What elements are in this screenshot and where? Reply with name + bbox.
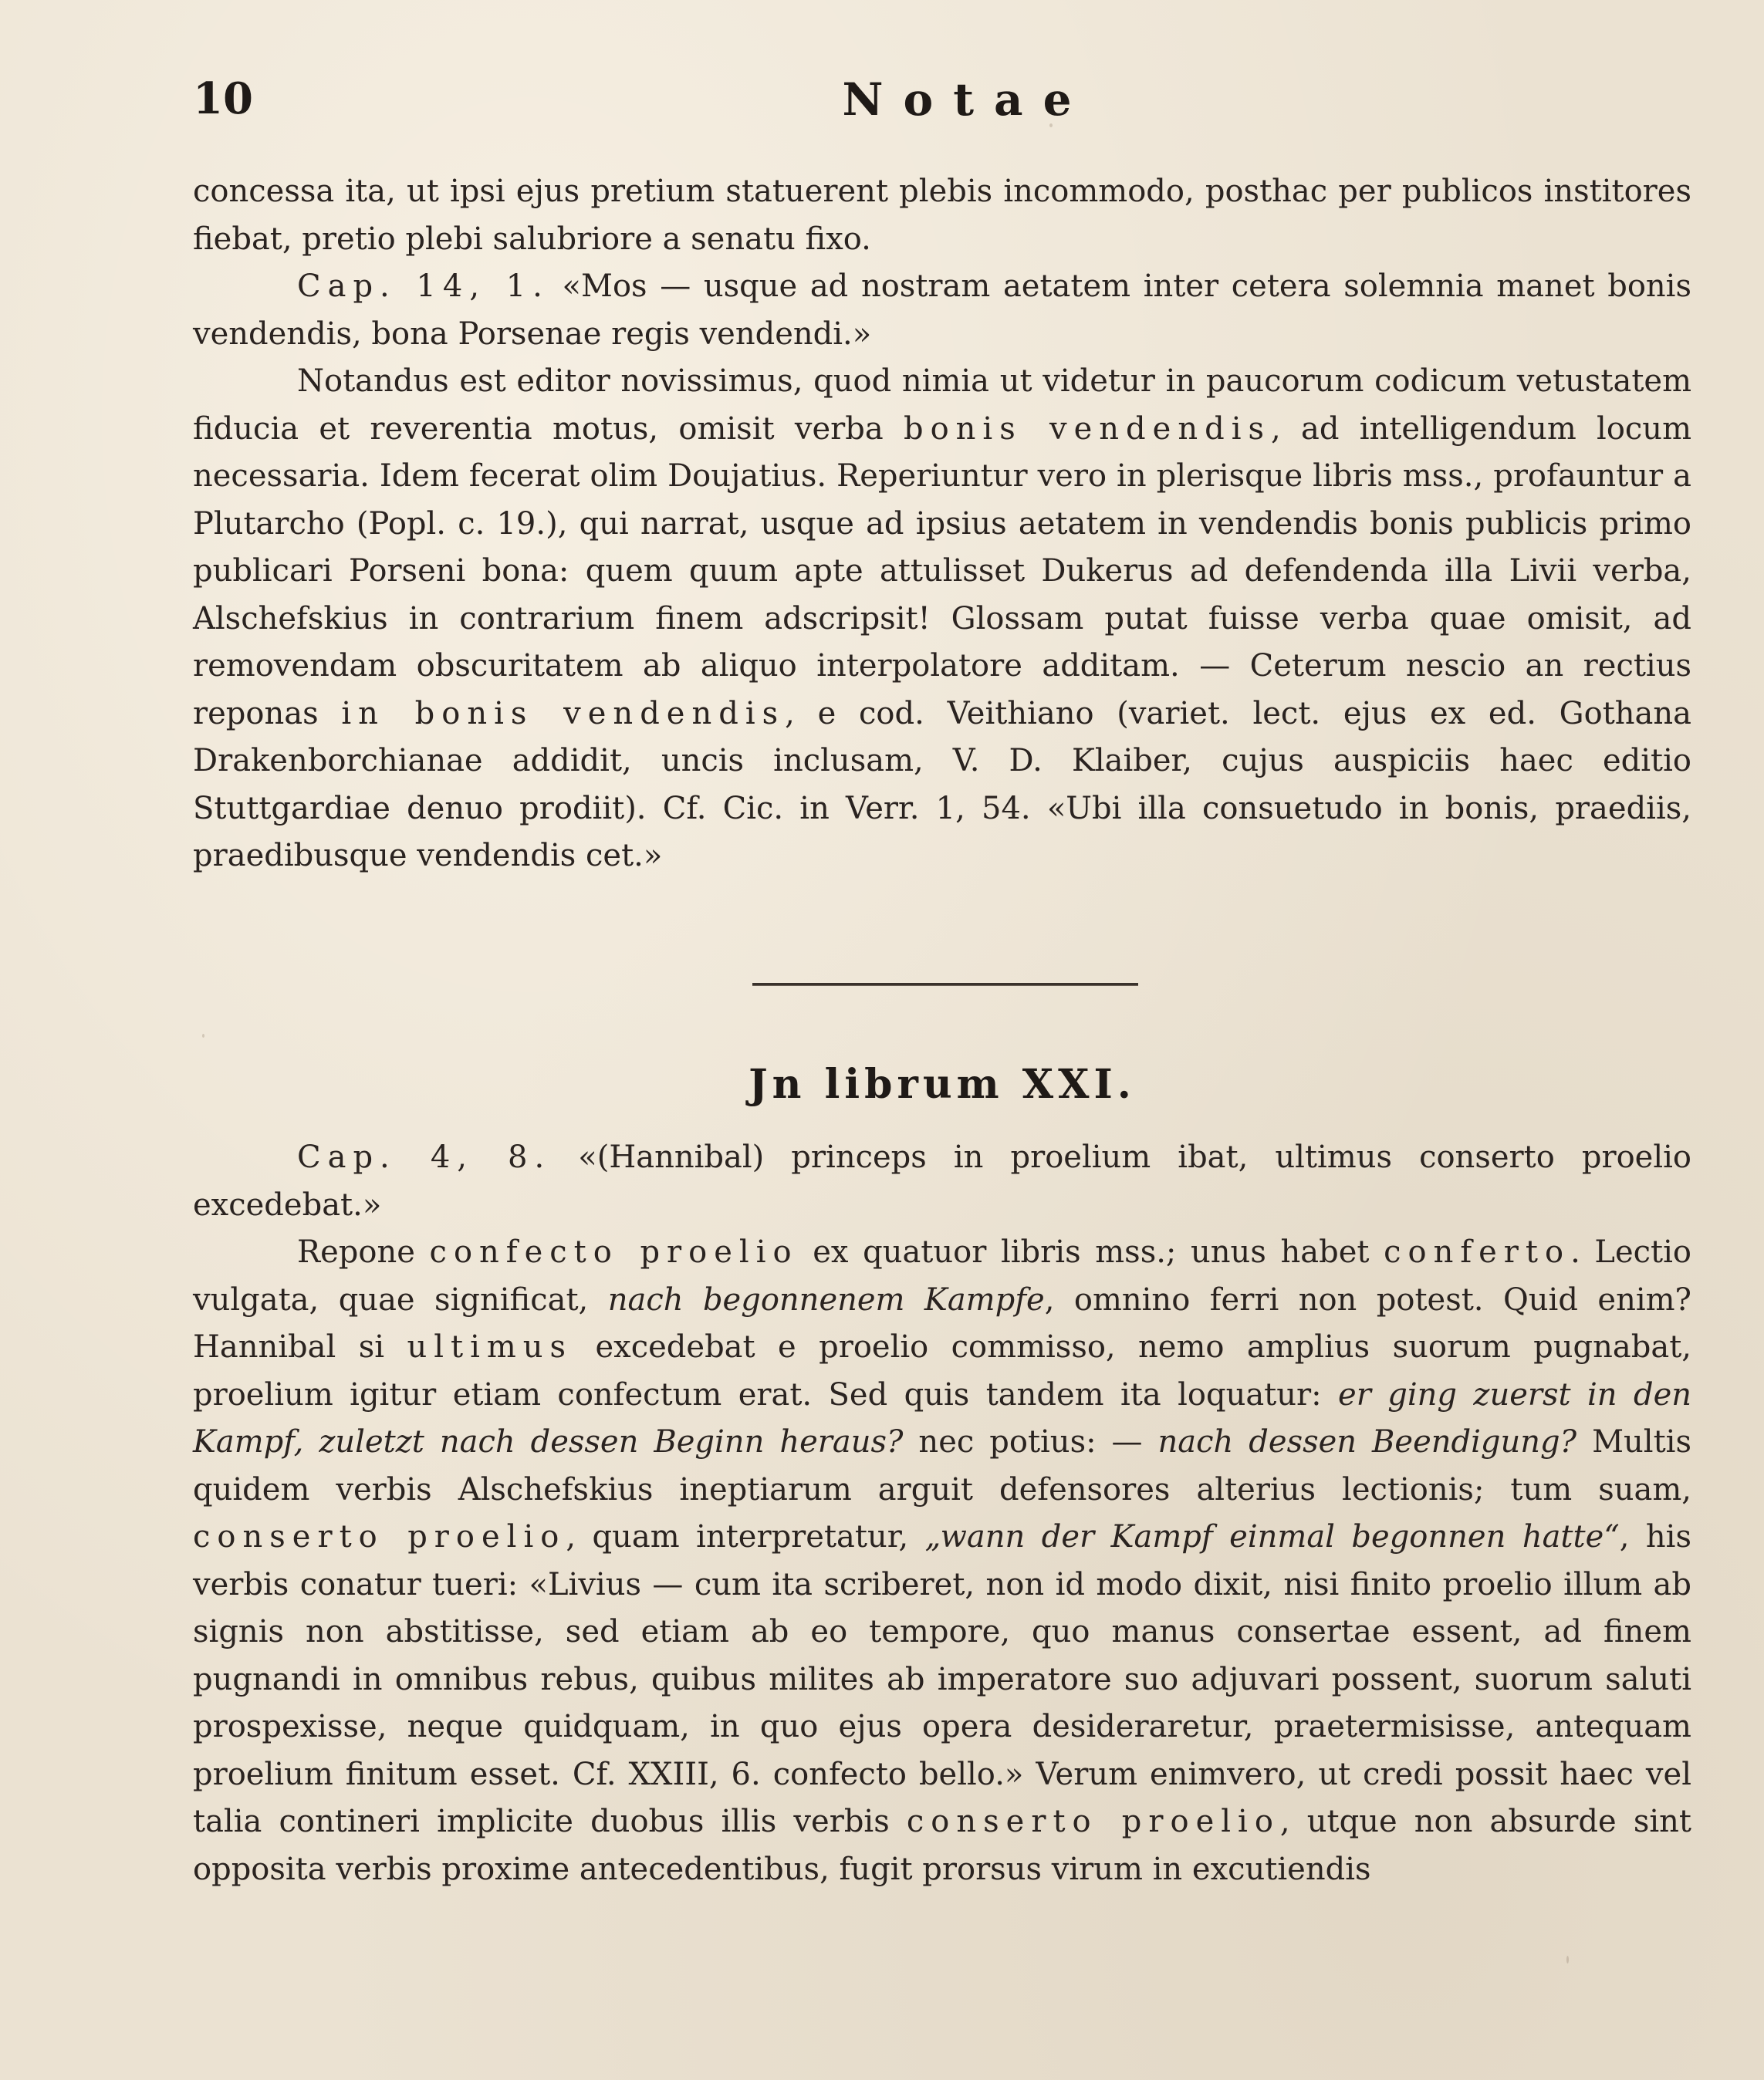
paper-speck [1049,123,1053,127]
spaced-emphasis: confecto proelio [429,1234,799,1270]
text-run: , ad intelligendum locum necessaria. Idem fecerat olim Doujatius. Reperiuntur vero in plerisque libris mss., profauntur a Plutarcho (Popl. c. 19.), qui narrat, usque ad ipsius aetatem in vendendis bonis publicis primo publicari Porseni bona: quem quum apte attulisset Dukerus ad defendenda illa Livii verba, Alschefskius in contrarium finem adscripsit! Glossam putat fuisse verba quae omisit, ad removendam obscuritatem ab aliquo interpolatore additam. — Ceterum nescio an rectius reponas [193,410,1691,731]
chapter-reference: Cap. 4, 8. [297,1140,552,1175]
text-run: Repone [297,1234,430,1270]
german-gloss: „wann der Kampf einmal begonnen hatte“ [924,1519,1620,1555]
running-head: Notae [842,73,1092,126]
paragraph-commentary [193,1229,1691,1893]
text-run: , omnino ferri non potest. Quid enim? Hannibal si [193,1281,1691,1365]
text-run: excedebat e proelio commisso, nemo amplius suorum pugnabat, proelium igitur etiam confectum erat. Sed quis tandem ita loquatur: [193,1329,1691,1413]
spaced-emphasis: bonis vendendis [903,410,1272,447]
notes-section-previous [193,168,1691,880]
spaced-emphasis: ultimus [407,1329,573,1365]
section-divider [752,983,1138,986]
text-run: , quam interpretatur, [566,1519,925,1555]
paragraph-lemma-cap-14 [193,263,1691,358]
paragraph-continuation: concessa ita, ut ipsi ejus pretium statuerent plebis incommodo, posthac per publicos institores fiebat, pretio plebi salubriore a senatu fixo. [193,174,1691,257]
paragraph-commentary [193,358,1691,880]
paragraph-lemma-cap-4 [193,1134,1691,1229]
text-run: , e cod. Veithiano (variet. lect. ejus ex ed. Gothana Drakenborchianae addidit, uncis inclusam, V. D. Klaiber, cujus auspiciis haec editio Stuttgardiae denuo prodiit). Cf. Cic. in Verr. 1, 54. «Ubi illa consuetudo in bonis, praediis, praedibusque vendendis cet.» [193,695,1691,873]
section-heading: Jn librum XXI. [749,1061,1136,1108]
chapter-reference: Cap. 14, 1. [297,268,549,304]
lemma-quote: «Mos — usque ad nostram aetatem inter cetera solemnia manet bonis vendendis, bona Porsenae regis vendendi.» [193,268,1691,352]
text-run: nec potius: — [903,1424,1158,1460]
page-number: 10 [193,73,253,124]
text-run: Multis quidem verbis Alschefskius ineptiarum arguit defensores alterius lectionis; tum suam, [193,1424,1691,1508]
page-header [193,73,1695,143]
spaced-emphasis: conserto proelio [193,1519,566,1555]
german-gloss: er ging zuerst in den Kampf, zuletzt nach dessen Beginn heraus? [193,1376,1692,1460]
german-gloss: nach begonnenem Kampfe [607,1281,1045,1318]
spaced-emphasis: conserto proelio [906,1804,1280,1839]
notes-section-book-21 [193,1134,1691,1893]
text-run: , utque non absurde sint opposita verbis proxime antecedentibus, fugit prorsus virum in excutiendis [193,1804,1691,1887]
spaced-emphasis: in bonis vendendis [341,695,786,731]
paper-speck [202,1034,204,1038]
paper-speck [1566,1956,1569,1964]
german-gloss: nach dessen Beendigung? [1157,1424,1577,1460]
text-run: Notandus est editor novissimus, quod nimia ut videtur in paucorum codicum vetustatem fiducia et reverentia motus, omisit verba [193,363,1691,447]
text-run: , his verbis conatur tueri: «Livius — cum ita scriberet, non id modo dixit, nisi finito proelio illum ab signis non abstitisse, sed etiam ab eo tempore, quo manus consertae essent, ad finem pugnandi in omnibus rebus, quibus milites ab imperatore suo adjuvari possent, suorum saluti prospexisse, neque quidquam, in quo ejus opera desideraretur, praetermisisse, antequam proelium finitum esset. Cf. XXIII, 6. confecto bello.» Verum enimvero, ut credi possit haec vel talia contineri implicite duobus illis verbis [193,1519,1691,1839]
text-run: . Lectio vulgata, quae significat, [193,1234,1692,1318]
spaced-emphasis: conferto [1384,1234,1571,1270]
lemma-quote: «(Hannibal) princeps in proelium ibat, ultimus conserto proelio excedebat.» [193,1140,1691,1223]
text-run: ex quatuor libris mss.; unus habet [798,1234,1384,1270]
